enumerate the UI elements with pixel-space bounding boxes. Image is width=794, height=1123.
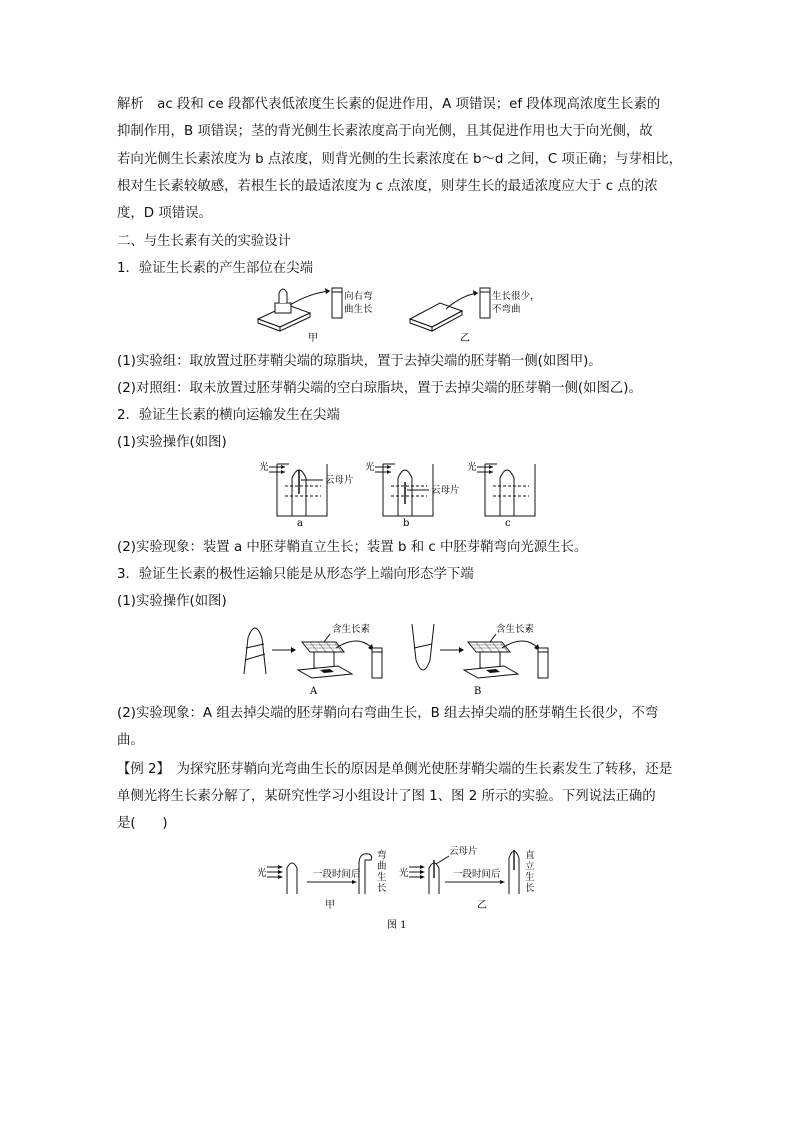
fig3-label-a: A: [310, 686, 318, 697]
figure-polar-transport: [240, 618, 560, 700]
fig4-mica: 云母片: [449, 846, 478, 857]
fig2-light-c: 光: [467, 462, 477, 473]
subsection-3-title: 3．验证生长素的极性运输只能是从形态学上端向形态学下端: [117, 567, 474, 582]
fig3-auxin-a: 含生长素: [332, 624, 371, 635]
fig4-bend-1: 曲: [377, 861, 387, 872]
subsection-2-result: (2)实验现象：装置 a 中胚芽鞘直立生长；装置 b 和 c 中胚芽鞘弯向光源生长。: [117, 540, 588, 555]
fig4-time-jia: 一段时间后: [313, 869, 361, 880]
example-line-3: 是( ): [117, 816, 168, 831]
subsection-3-op: (1)实验操作(如图): [117, 594, 227, 609]
fig2-label-c: c: [505, 518, 511, 529]
example-line-1: 【例 2】 为探究胚芽鞘向光弯曲生长的原因是单侧光使胚芽鞘尖端的生长素发生了转移，还是: [117, 762, 673, 777]
figure-agar-block: [250, 283, 570, 347]
fig4-label-jia: 甲: [325, 900, 335, 911]
fig2-mica-a: 云母片: [325, 475, 354, 486]
fig2-light-a: 光: [259, 462, 269, 473]
figure-1: [255, 842, 555, 934]
subsection-1-title: 1．验证生长素的产生部位在尖端: [117, 261, 313, 276]
fig4-bend-0: 弯: [377, 850, 387, 861]
analysis-line-4: 根对生长素较敏感，若根生长的最适浓度为 c 点浓度，则芽生长的最适浓度应大于 c 点的浓: [117, 179, 658, 194]
fig4-straight-0: 直: [525, 850, 535, 861]
fig3-auxin-b: 含生长素: [496, 624, 535, 635]
analysis-line-2: 抑制作用，B 项错误；茎的背光侧生长素浓度高于向光侧，且其促进作用也大于向光侧，故: [117, 124, 653, 139]
fig2-label-b: b: [403, 518, 410, 529]
fig4-straight-2: 生: [525, 872, 535, 883]
subsection-2-op: (1)实验操作(如图): [117, 435, 227, 450]
figure-mica: [255, 458, 555, 530]
fig1-label-jia: 甲: [308, 333, 318, 344]
fig4-light-jia: 光: [257, 868, 267, 879]
fig3-label-b: B: [474, 686, 482, 697]
fig4-straight-3: 长: [525, 883, 535, 894]
analysis-line-1: 解析 ac 段和 ce 段都代表低浓度生长素的促进作用，A 项错误；ef 段体现高浓度生长素的: [117, 97, 661, 112]
fig1-label-yi: 乙: [460, 333, 470, 344]
fig4-straight-1: 立: [525, 861, 535, 872]
subsection-2-title: 2．验证生长素的横向运输发生在尖端: [117, 408, 340, 423]
fig1-jia-text-1: 向右弯: [344, 291, 373, 302]
analysis-line-5: 度，D 项错误。: [117, 206, 212, 221]
subsection-3-result: (2)实验现象：A 组去掉尖端的胚芽鞘向右弯曲生长，B 组去掉尖端的胚芽鞘生长很少，不弯: [117, 706, 659, 721]
fig4-caption: 图 1: [387, 920, 407, 931]
fig2-label-a: a: [297, 518, 303, 529]
fig1-yi-text-2: 不弯曲: [492, 304, 521, 315]
fig2-mica-b: 云母片: [431, 485, 460, 496]
fig4-bend-2: 生: [377, 872, 387, 883]
fig4-bend-3: 长: [377, 883, 387, 894]
fig1-jia-text-2: 曲生长: [344, 304, 373, 315]
fig2-light-b: 光: [365, 462, 375, 473]
fig1-yi-text-1: 生长很少，: [492, 291, 540, 302]
fig4-time-yi: 一段时间后: [453, 869, 501, 880]
fig4-label-yi: 乙: [477, 900, 487, 911]
subsection-1-item-1: (1)实验组：取放置过胚芽鞘尖端的琼脂块，置于去掉尖端的胚芽鞘一侧(如图甲)。: [117, 354, 602, 369]
example-line-2: 单侧光将生长素分解了，某研究性学习小组设计了图 1、图 2 所示的实验。下列说法正确的: [117, 789, 656, 804]
subsection-1-item-2: (2)对照组：取未放置过胚芽鞘尖端的空白琼脂块，置于去掉尖端的胚芽鞘一侧(如图乙)。: [117, 381, 642, 396]
subsection-3-result-cont: 曲。: [117, 733, 144, 748]
analysis-line-3: 若向光侧生长素浓度为 b 点浓度，则背光侧的生长素浓度在 b～d 之间，C 项正确；与芽相比，: [117, 152, 682, 167]
fig4-light-yi: 光: [399, 868, 409, 879]
section-heading: 二、与生长素有关的实验设计: [117, 234, 292, 249]
